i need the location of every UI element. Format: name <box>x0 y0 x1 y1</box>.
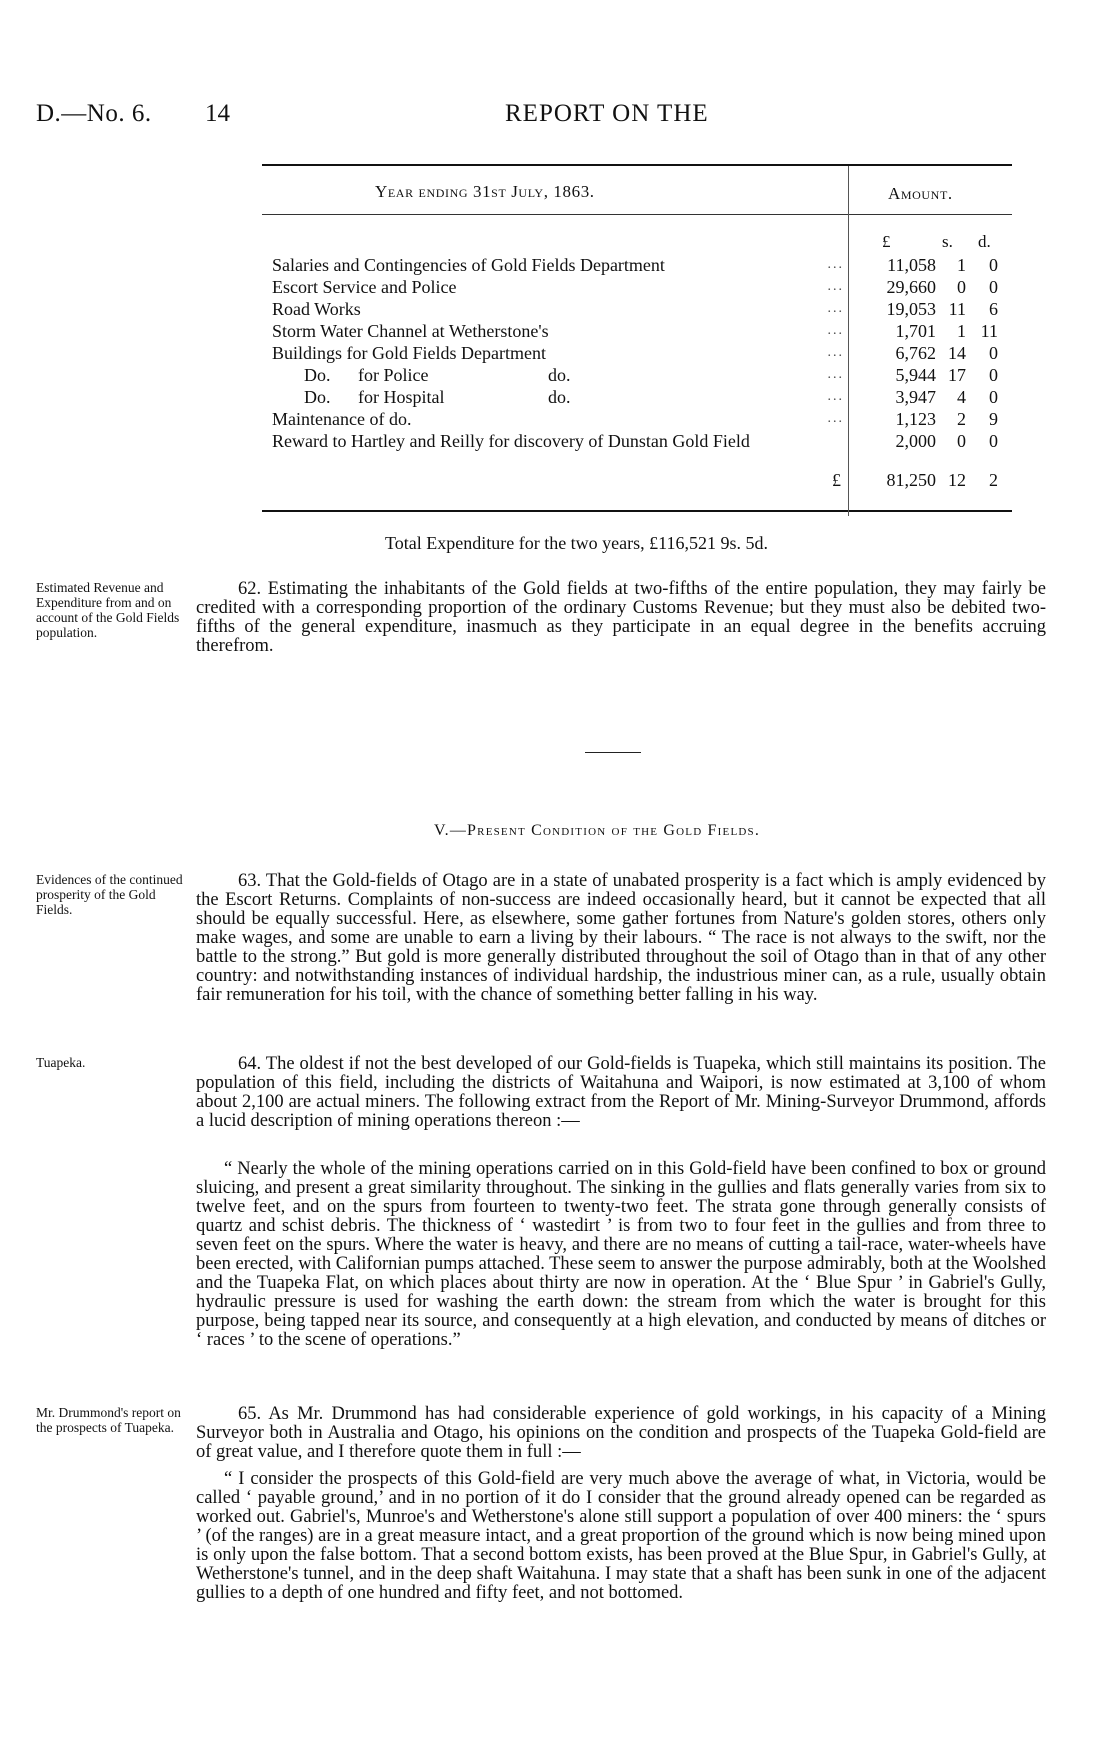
row-label: Do. <box>304 387 331 407</box>
table-top-rule <box>262 164 1012 166</box>
pence-heading: d. <box>978 232 991 251</box>
row-pence: 11 <box>980 321 998 341</box>
row-pounds: 11,058 <box>887 255 936 275</box>
pounds-heading: £ <box>882 232 891 251</box>
column-header-amount: Amount. <box>888 184 953 203</box>
total-pounds: 81,250 <box>886 470 936 490</box>
leader-dots: ... <box>827 279 844 294</box>
row-shillings: 11 <box>948 299 966 319</box>
table-bottom-rule <box>262 510 1012 512</box>
table-row <box>272 254 1012 276</box>
row-pounds: 19,053 <box>886 299 936 319</box>
row-label: Buildings for Gold Fields Department <box>272 343 546 363</box>
row-ditto: do. <box>548 387 571 407</box>
row-pence: 6 <box>989 299 998 319</box>
table-row <box>272 276 1012 298</box>
leader-dots: ... <box>827 389 844 404</box>
table-row <box>272 342 1012 364</box>
quotation-64: “ Nearly the whole of the mining operations carried on in this Gold-field have been confined to box or ground sluicing, and present a great similarity throughout. The sinking in the gullies and flats generally varies from six to twelve feet, and on the spurs from fourteen to twenty-two feet. The strata gone through generally consists of quartz and schist debris. The thickness of ‘ wastedirt ’ is from two to four feet in the gullies and from three to seven feet on the spurs. Where the water is heavy, and there are no means of cutting a tail-race, water-wheels have been erected, with Californian pumps attached. These seem to answer the purpose admirably, both at the Woolshed and the Tuapeka Flat, on which places about thirty are now in operation. At the ‘ Blue Spur ’ in Gabriel's Gully, hydraulic pressure is used for washing the earth down: the stream from which the water is brought for this purpose, being tapped near its source, and consequently at a high elevation, and conducted by means of ditches or ‘ races ’ to the scene of operations.” <box>196 1159 1046 1350</box>
row-label: Salaries and Contingencies of Gold Fields Department <box>272 255 665 275</box>
row-pence: 0 <box>989 343 998 363</box>
row-ditto: do. <box>548 365 571 385</box>
table-row <box>272 364 1012 386</box>
table-header-rule <box>262 214 1012 215</box>
sidenote-revenue: Estimated Revenue and Expenditure from and on account of the Gold Fields population. <box>36 580 180 640</box>
row-label: Road Works <box>272 299 361 319</box>
table-row <box>272 320 1012 342</box>
row-label: Do. <box>304 365 331 385</box>
row-pounds: 2,000 <box>895 431 936 451</box>
running-title: REPORT ON THE <box>505 100 709 127</box>
row-pence: 0 <box>989 277 998 297</box>
row-pounds: 29,660 <box>886 277 936 297</box>
row-pounds: 5,944 <box>895 365 936 385</box>
sidenote-prosperity: Evidences of the continued prosperity of the Gold Fields. <box>36 872 183 917</box>
row-shillings: 17 <box>948 365 966 385</box>
sidenote-drummond: Mr. Drummond's report on the prospects of Tuapeka. <box>36 1405 181 1435</box>
quotation-65: “ I consider the prospects of this Gold-field are very much above the average of what, in Victoria, would be called ‘ payable ground,’ and in no portion of it do I consider that the ground already opened can be regarded as worked out. Gabriel's, Munroe's and Wetherstone's alone still support a population of over 400 miners: the ‘ spurs ’ (of the ranges) are in a great measure intact, and a great proportion of the ground which is now being mined upon is only upon the false bottom. That a second bottom exists, has been proved at the Blue Spur, in Gabriel's Gully, at Wetherstone's tunnel, and in the deep shaft Waitahuna. I may state that a shaft has been sunk in one of the adjacent gullies to a depth of one hundred and fifty feet, and not bottomed. <box>196 1469 1046 1603</box>
table-row <box>272 430 1012 452</box>
column-header-year: Year ending 31st July, 1863. <box>375 182 595 201</box>
row-pounds: 1,701 <box>895 321 936 341</box>
row-shillings: 1 <box>957 321 966 341</box>
total-shillings: 12 <box>948 470 966 490</box>
row-shillings: 4 <box>957 387 966 407</box>
row-label: Escort Service and Police <box>272 277 457 297</box>
row-label: Reward to Hartley and Reilly for discovery of Dunstan Gold Field <box>272 431 750 451</box>
row-sub-label: for Hospital <box>358 387 445 407</box>
row-shillings: 1 <box>957 255 966 275</box>
leader-dots: ... <box>827 301 844 316</box>
section-heading <box>0 822 1114 840</box>
section-heading-text: V.—Present Condition of the Gold Fields. <box>433 822 761 839</box>
row-pence: 0 <box>989 387 998 407</box>
table-row <box>272 408 1012 430</box>
shillings-heading: s. <box>942 232 953 251</box>
row-label: Maintenance of do. <box>272 409 412 429</box>
leader-dots: ... <box>827 345 844 360</box>
sidenote-tuapeka: Tuapeka. <box>36 1055 86 1070</box>
total-pence: 2 <box>989 470 998 490</box>
row-pence: 9 <box>989 409 998 429</box>
paragraph-64: 64. The oldest if not the best developed of our Gold-fields is Tuapeka, which still maintains its position. The population of this field, including the districts of Waitahuna and Waipori, is now estimated at 3,100 of whom about 2,100 are actual miners. The following extract from the Report of Mr. Mining-Surveyor Drummond, affords a lucid description of mining operations thereon :— <box>196 1054 1046 1131</box>
row-sub-label: for Police <box>358 365 429 385</box>
row-pounds: 3,947 <box>895 387 936 407</box>
page-number: 14 <box>205 100 230 127</box>
row-shillings: 2 <box>957 409 966 429</box>
row-pence: 0 <box>989 431 998 451</box>
leader-dots: ... <box>827 257 844 272</box>
paragraph-63: 63. That the Gold-fields of Otago are in a state of unabated prosperity is a fact which is amply evidenced by the Escort Returns. Complaints of non-success are indeed occasionally heard, but it cannot be expected that all should be equally successful. Here, as elsewhere, some gather fortunes from Nature's golden stores, others only make wages, and some are unable to earn a living by their labours. “ The race is not always to the swift, nor the battle to the strong.” But gold is more generally distributed throughout the soil of Otago than in that of any other country: and notwithstanding instances of individual hardship, the industrious miner can, as a rule, usually obtain fair remuneration for his toil, with the chance of something better falling in his way. <box>196 871 1046 1005</box>
table-row <box>272 386 1012 408</box>
paragraph-62: 62. Estimating the inhabitants of the Gold fields at two-fifths of the entire population, they may fairly be credited with a corresponding proportion of the ordinary Customs Revenue; but they must also be debited two-fifths of the general expenditure, inasmuch as they participate in an equal degree in the benefits accruing therefrom. <box>196 579 1046 656</box>
section-divider <box>585 752 641 753</box>
row-shillings: 0 <box>957 277 966 297</box>
document-reference: D.—No. 6. <box>36 100 152 127</box>
row-shillings: 14 <box>948 343 966 363</box>
row-shillings: 0 <box>957 431 966 451</box>
table-row <box>272 298 1012 320</box>
row-label: Storm Water Channel at Wetherstone's <box>272 321 549 341</box>
leader-dots: ... <box>827 323 844 338</box>
row-pence: 0 <box>989 255 998 275</box>
row-pounds: 1,123 <box>895 409 936 429</box>
paragraph-65: 65. As Mr. Drummond has had considerable experience of gold workings, in his capacity of a Mining Surveyor both in Australia and Otago, his opinions on the condition and prospects of the Tuapeka Gold-field are of great value, and I therefore quote them in full :— <box>196 1404 1046 1462</box>
grand-total-line: Total Expenditure for the two years, £116,521 9s. 5d. <box>385 533 768 553</box>
leader-dots: ... <box>827 367 844 382</box>
leader-dots: ... <box>827 411 844 426</box>
row-pounds: 6,762 <box>895 343 936 363</box>
total-currency-symbol: £ <box>832 470 841 490</box>
row-pence: 0 <box>989 365 998 385</box>
